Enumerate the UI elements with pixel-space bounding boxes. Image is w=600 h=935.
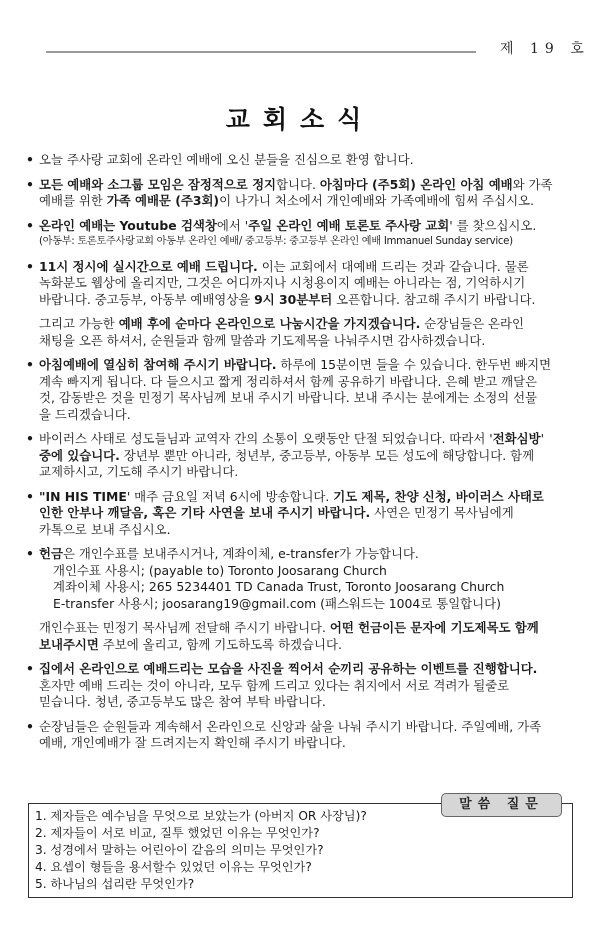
page-title: 교회소식 xyxy=(225,105,375,134)
news-item-sunjang xyxy=(26,719,578,752)
text-line: 것, 감동받은 것을 민정기 목사님께 보내 주시기 바랍니다. 보내 주시는 분에게는 소정의 선물 xyxy=(39,390,538,405)
text-line: • 오늘 주사랑 교회에 온라인 예배에 오신 분들을 진심으로 환영 합니다. xyxy=(39,152,414,167)
text-line: • 아침예배에 열심히 참여해 주시기 바랍니다. 하루에 15분이면 들을 수 있습니다. 한두번 빠지면 xyxy=(39,357,552,372)
question-item: 4. 요셉이 형들을 용서할수 있었던 이유는 무엇인가? xyxy=(35,860,312,874)
text-line: 개인수표는 민정기 목사님께 전달해 주시기 바랍니다. 어떤 헌금이든 문자에 기도제목도 함께 xyxy=(39,620,539,635)
text-line: 예배, 개인예배가 잘 드려지는지 확인해 주시기 바랍니다. xyxy=(39,735,346,750)
issue-number: 제 19 호 xyxy=(500,41,590,57)
question-item: 3. 성경에서 말하는 어린아이 같음의 의미는 무엇인가? xyxy=(35,843,324,857)
text-line: • 집에서 온라인으로 예배드리는 모습을 사진을 찍어서 순끼리 공유하는 이벤트를 진행합니다. xyxy=(39,661,538,676)
text-line: 바랍니다. 중고등부, 아동부 예배영상을 9시 30분부터 오픈합니다. 참고해 주시기 바랍니다. xyxy=(39,291,536,307)
text-line: 믿습니다. 청년, 중고등부도 많은 참여 부탁 바랍니다. xyxy=(39,694,326,709)
text-line: • 헌금은 개인수표를 보내주시거나, 계좌이체, e-transfer가 가능합니다. xyxy=(39,546,419,561)
news-item-virus xyxy=(26,431,578,481)
news-item-welcome xyxy=(26,152,578,169)
questions-list xyxy=(35,808,367,893)
news-item-youtube xyxy=(26,218,578,251)
text-line: • 순장님들은 순원들과 계속해서 온라인으로 신앙과 삶을 나눠 주시기 바랍니다. 주일예배, 가족 xyxy=(39,718,542,734)
text-line: 을 드리겠습니다. xyxy=(39,406,131,422)
text-line: 채팅을 오픈 하셔서, 순원들과 함께 말씀과 기도제목을 나눠주시면 감사하겠습니다. xyxy=(39,332,486,348)
news-list xyxy=(26,152,578,760)
text-line: • 모든 예배와 소그룹 모임은 잠정적으로 정지합니다. 아침마다 (주5회) 온라인 아침 예배와 가족 xyxy=(39,176,553,192)
header-rule xyxy=(46,51,476,53)
news-item-offering xyxy=(26,546,578,653)
news-item-inhistime xyxy=(26,489,578,539)
text-line: • 온라인 예배는 Youtube 검색창에서 '주일 온라인 예배 토론토 주사랑 교회' 를 찾으십시오. xyxy=(39,217,537,233)
question-item: 2. 제자들이 서로 비교, 질투 했었던 이유는 무엇인가? xyxy=(35,826,320,840)
text-line: • "IN HIS TIME' 매주 금요일 저녁 6시에 방송합니다. 기도 제목, 찬양 신청, 바이러스 사태로 xyxy=(39,488,544,504)
text-line: 혼자만 예배 드리는 것이 아니라, 모두 함께 드리고 있다는 취지에서 서로 격려가 될줄로 xyxy=(39,677,510,693)
text-line: 예배를 위한 가족 예배문 (주3회)이 나가니 처소에서 개인예배와 가족예배에 힘써 주십시오. xyxy=(39,193,534,208)
account-detail: 계좌이체 사용시; 265 5234401 TD Canada Trust, Toronto Joosarang Church xyxy=(53,579,505,594)
text-line: 카톡으로 보내 주십시오. xyxy=(39,521,171,537)
questions-box xyxy=(28,803,573,898)
text-line: 녹화분도 웹상에 올리지만, 그것은 어디까지나 시청용이지 예배는 아니라는 점, 기억하시기 xyxy=(39,275,526,290)
text-line: 중에 있습니다. 장년부 뿐만 아니라, 청년부, 중고등부, 아동부 모든 성도에 해당합니다. 함께 xyxy=(39,447,535,463)
question-item: 5. 하나님의 섭리란 무엇인가? xyxy=(35,877,195,891)
news-item-suspend xyxy=(26,177,578,210)
question-item: 1. 제자들은 예수님을 무엇으로 보았는가 (아버지 OR 사장님)? xyxy=(35,809,367,823)
account-detail: 개인수표 사용시; (payable to) Toronto Joosarang Church xyxy=(53,562,387,578)
news-item-photo xyxy=(26,661,578,711)
text-line: 교제하시고, 기도해 주시기 바랍니다. xyxy=(39,464,239,479)
text-line: 계속 빠지게 됩니다. 다 들으시고 짧게 정리하셔서 함께 공유하기 바랍니다. 은혜 받고 깨달은 xyxy=(39,373,538,389)
text-line: • 바이러스 사태로 성도들님과 교역자 간의 소통이 오랫동안 단절 되었습니다. 따라서 '전화심방' xyxy=(39,431,544,446)
text-line: 보내주시면 주보에 올리고, 함께 기도하도록 하겠습니다. xyxy=(39,636,342,652)
news-item-realtime xyxy=(26,259,578,350)
text-line-small: (아동부: 토론토주사랑교회 아동부 온라인 예배/ 중고등부: 중고등부 온라인 예배 Immanuel Sunday service) xyxy=(39,236,513,247)
text-line: • 11시 정시에 실시간으로 예배 드립니다. 이는 교회에서 대예배 드리는 것과 같습니다. 물론 xyxy=(39,258,529,274)
news-item-morning xyxy=(26,357,578,423)
questions-badge: 말씀 질문 xyxy=(441,793,562,817)
text-line: 그리고 가능한 예배 후에 순마다 온라인으로 나눔시간을 가지겠습니다. 순장님들은 온라인 xyxy=(39,316,524,331)
account-detail: E-transfer 사용시; joosarang19@gmail.com (패스워드는 1004로 통일합니다) xyxy=(53,595,501,611)
text-line: 인한 안부나 깨달음, 혹은 기타 사연을 보내 주시기 바랍니다. 사연은 민정기 목사님에게 xyxy=(39,505,514,520)
